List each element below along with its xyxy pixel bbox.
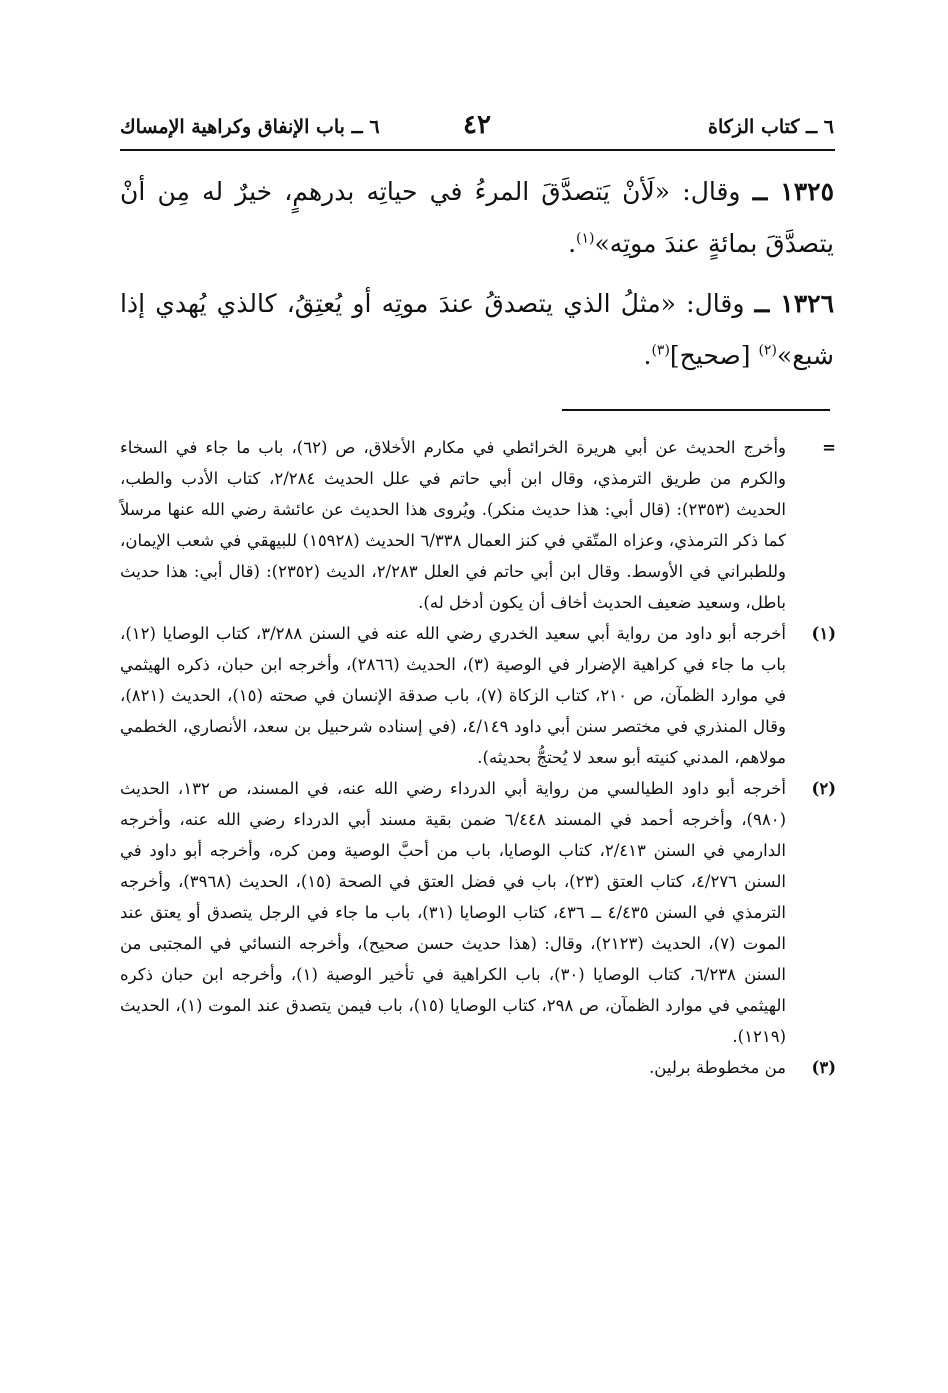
hadith-text: وقال: «لَأنْ يَتصدَّقَ المرءُ في حياتِه بدرهمٍ، خيرٌ له مِن أنْ يتصدَّقَ بمائةٍ عندَ موتِه» [120,177,834,258]
footnote-1 [120,618,836,773]
section-title: ٦ ــ باب الإنفاق وكراهية الإمساك [120,116,380,138]
footnote-ref[interactable]: (١) [576,230,595,247]
footnote-ref[interactable]: (٢) [758,342,777,359]
footnote-continuation [120,432,836,618]
footnote-2 [120,773,836,1052]
footnote-3 [120,1052,836,1083]
hadith-1326 [120,278,834,382]
footnote-marker: (١) [811,624,836,643]
footnote-ref[interactable]: (٣) [651,342,670,359]
hadith-number: ١٣٢٦ ــ [754,289,834,318]
footnote-text: وأخرج الحديث عن أبي هريرة الخرائطي في مكارم الأخلاق، ص (٦٢)، باب ما جاء في السخاء والكرم من طريق الترمذي، وقال ابن أبي حاتم في علل الحديث ٢/٢٨٤، كتاب الأدب والطب، الحديث (٢٣٥٣): (قال أبي: هذا حديث منكر). ويُروى هذا الحديث عن عائشة رضي الله عنها مرسلاً كما ذكر الترمذي، وعزاه المتّقي في كنز العمال ٦/٣٣٨ الحديث (١٥٩٢٨) للبيهقي في شعب الإيمان، وللطبراني في الأوسط. وقال ابن أبي حاتم في العلل ٢/٢٨٣، الديث (٢٣٥٢): (قال أبي: هذا حديث باطل، وسعيد ضعيف الحديث أخاف أن يكون أدخل له). [120,438,787,612]
header-divider [120,149,835,151]
running-header [120,110,834,146]
hadith-text: وقال: «مثلُ الذي يتصدقُ عندَ موتِه أو يُعتِقُ، كالذي يُهدي إذا شبع» [120,289,834,370]
footnote-marker: (٢) [811,779,836,798]
page-number: ٤٢ [463,110,491,140]
footnote-text: أخرجه أبو داود الطيالسي من رواية أبي الدرداء رضي الله عنه، في المسند، ص ١٣٢، الحديث (٩٨٠)، وأخرجه أحمد في المسند ٦/٤٤٨ ضمن بقية مسند أبي الدرداء رضي الله عنه، وأخرجه الدارمي في السنن ٢/٤١٣، كتاب الوصايا، باب من أحبَّ الوصية ومن كره، وأخرجه أبو داود في السنن ٤/٢٧٦، كتاب العتق (٢٣)، باب في فضل العتق في الصحة (١٥)، الحديث (٣٩٦٨)، وأخرجه الترمذي في السنن ٤/٤٣٥ ــ ٤٣٦، كتاب الوصايا (٣١)، باب ما جاء في الرجل يتصدق أو يعتق عند الموت (٧)، الحديث (٢١٢٣)، وقال: (هذا حديث حسن صحيح)، وأخرجه النسائي في المجتبى من السنن ٦/٢٣٨، كتاب الوصايا (٣٠)، باب الكراهية في تأخير الوصية (١)، وأخرجه ابن حبان ذكره الهيثمي في موارد الظمآن، ص ٢٩٨، كتاب الوصايا (١٥)، باب فيمن يتصدق عند الموت (١)، الحديث (١٢١٩). [120,779,787,1046]
footnote-divider [562,409,830,411]
hadith-end-punct: . [568,229,577,258]
hadith-end-punct: . [643,341,652,370]
footnote-text: أخرجه أبو داود من رواية أبي سعيد الخدري رضي الله عنه في السنن ٣/٢٨٨، كتاب الوصايا (١٢)، باب ما جاء في كراهية الإضرار في الوصية (٣)، الحديث (٢٨٦٦)، وأخرجه ابن حبان، ذكره الهيثمي في موارد الظمآن، ص ٢١٠، كتاب الزكاة (٧)، باب صدقة الإنسان في صحته (١٥)، الحديث (٨٢١)، وقال المنذري في مختصر سنن أبي داود ٤/١٤٩، (في إسناده شرحبيل بن سعد، الأنصاري، الخطمي مولاهم، المدني كنيته أبو سعد لا يُحتجُّ بحديثه). [120,624,787,767]
footnote-marker: (٣) [811,1058,836,1077]
footnote-text: من مخطوطة برلين. [649,1058,786,1077]
hadith-grade: [صحيح] [669,341,751,370]
footnote-marker: = [822,438,836,457]
hadith-1325 [120,166,834,270]
hadith-number: ١٣٢٥ ــ [752,177,835,206]
footnotes [120,432,836,1083]
chapter-title: ٦ ــ كتاب الزكاة [708,116,834,138]
